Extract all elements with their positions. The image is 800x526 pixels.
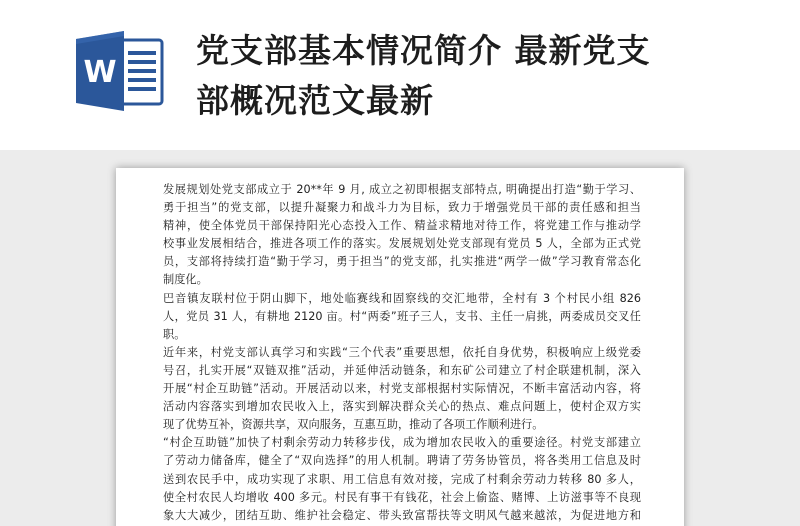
document-line: 校事业发展相结合，推进各项工作的落实。发展规划处党支部现有党员 5 人，全部为正式党: [163, 237, 641, 251]
page-title: [196, 26, 756, 126]
document-line: 象大大减少，团结互助、维护社会稳定、带头致富帮扶等文明风气越来越浓，为促进地方和: [163, 508, 641, 522]
document-line: 活动内容落实到增加农民收入上，落实到解决群众关心的热点、难点问题上，使村企双方实: [163, 400, 641, 414]
document-line: 发展规划处党支部成立于 20**年 9 月, 成立之初即根据支部特点, 明确提出打造“勤于学习、: [163, 183, 641, 196]
word-icon-graphic: [76, 31, 166, 111]
document-line: 勇于担当”的党支部，以提升凝聚力和战斗力为目标，致力于增强党员干部的责任感和担当: [163, 201, 641, 215]
document-line: 制度化。: [163, 273, 208, 287]
document-body-text: [163, 181, 641, 525]
document-line: “村企互助链”加快了村剩余劳动力转移步伐，成为增加农民收入的重要途径。村党支部建立: [163, 436, 641, 450]
document-line: 使全村农民人均增收 400 多元。村民有事干有钱花，社会上偷盗、赌博、上访滋事等不良现: [163, 490, 641, 504]
document-line: 精神，使全体党员干部保持阳光心态投入工作、精益求精地对待工作，将党建工作与推动学: [163, 219, 641, 233]
word-document-icon: [76, 31, 166, 111]
document-line: 开展“村企互助链”活动。开展活动以来，村党支部根据村实际情况，不断丰富活动内容，将: [163, 382, 641, 396]
document-line: 人，党员 31 人，有耕地 2120 亩。村“两委”班子三人，支书、主任一肩挑，两委成员交叉任: [163, 309, 641, 323]
page-title-line-1: 党支部基本情况简介 最新党支: [196, 31, 651, 70]
page-title-line-2: 部概况范文最新: [196, 81, 434, 120]
word-icon-letter: W: [83, 55, 117, 90]
document-line: 职。: [163, 327, 186, 341]
document-line: 了劳动力储备库，健全了“双向选择”的用人机制。聘请了劳务协管员，将各类用工信息及时: [163, 454, 641, 468]
document-line: 员，支部将持续打造“勤于学习，勇于担当”的党支部，扎实推进“两学一做”学习教育常态化: [163, 255, 641, 269]
document-line: 号召，扎实开展“双链双推”活动，并延伸活动链条，和东矿公司建立了村企联建机制，深入: [163, 363, 641, 377]
document-line: 现了优势互补，资源共享，双向服务，互惠互助，推动了各项工作顺利进行。: [163, 418, 544, 432]
document-line: 近年来，村党支部认真学习和实践“三个代表”重要思想，依托自身优势，积极响应上级党委: [163, 345, 641, 359]
document-line: 巴音镇友联村位于阴山脚下，地处临赛线和固察线的交汇地带，全村有 3 个村民小组 826: [163, 291, 641, 305]
document-line: 送到农民手中，成功实现了求职、用工信息有效对接，完成了村剩余劳动力转移 80 多人，: [163, 472, 641, 486]
